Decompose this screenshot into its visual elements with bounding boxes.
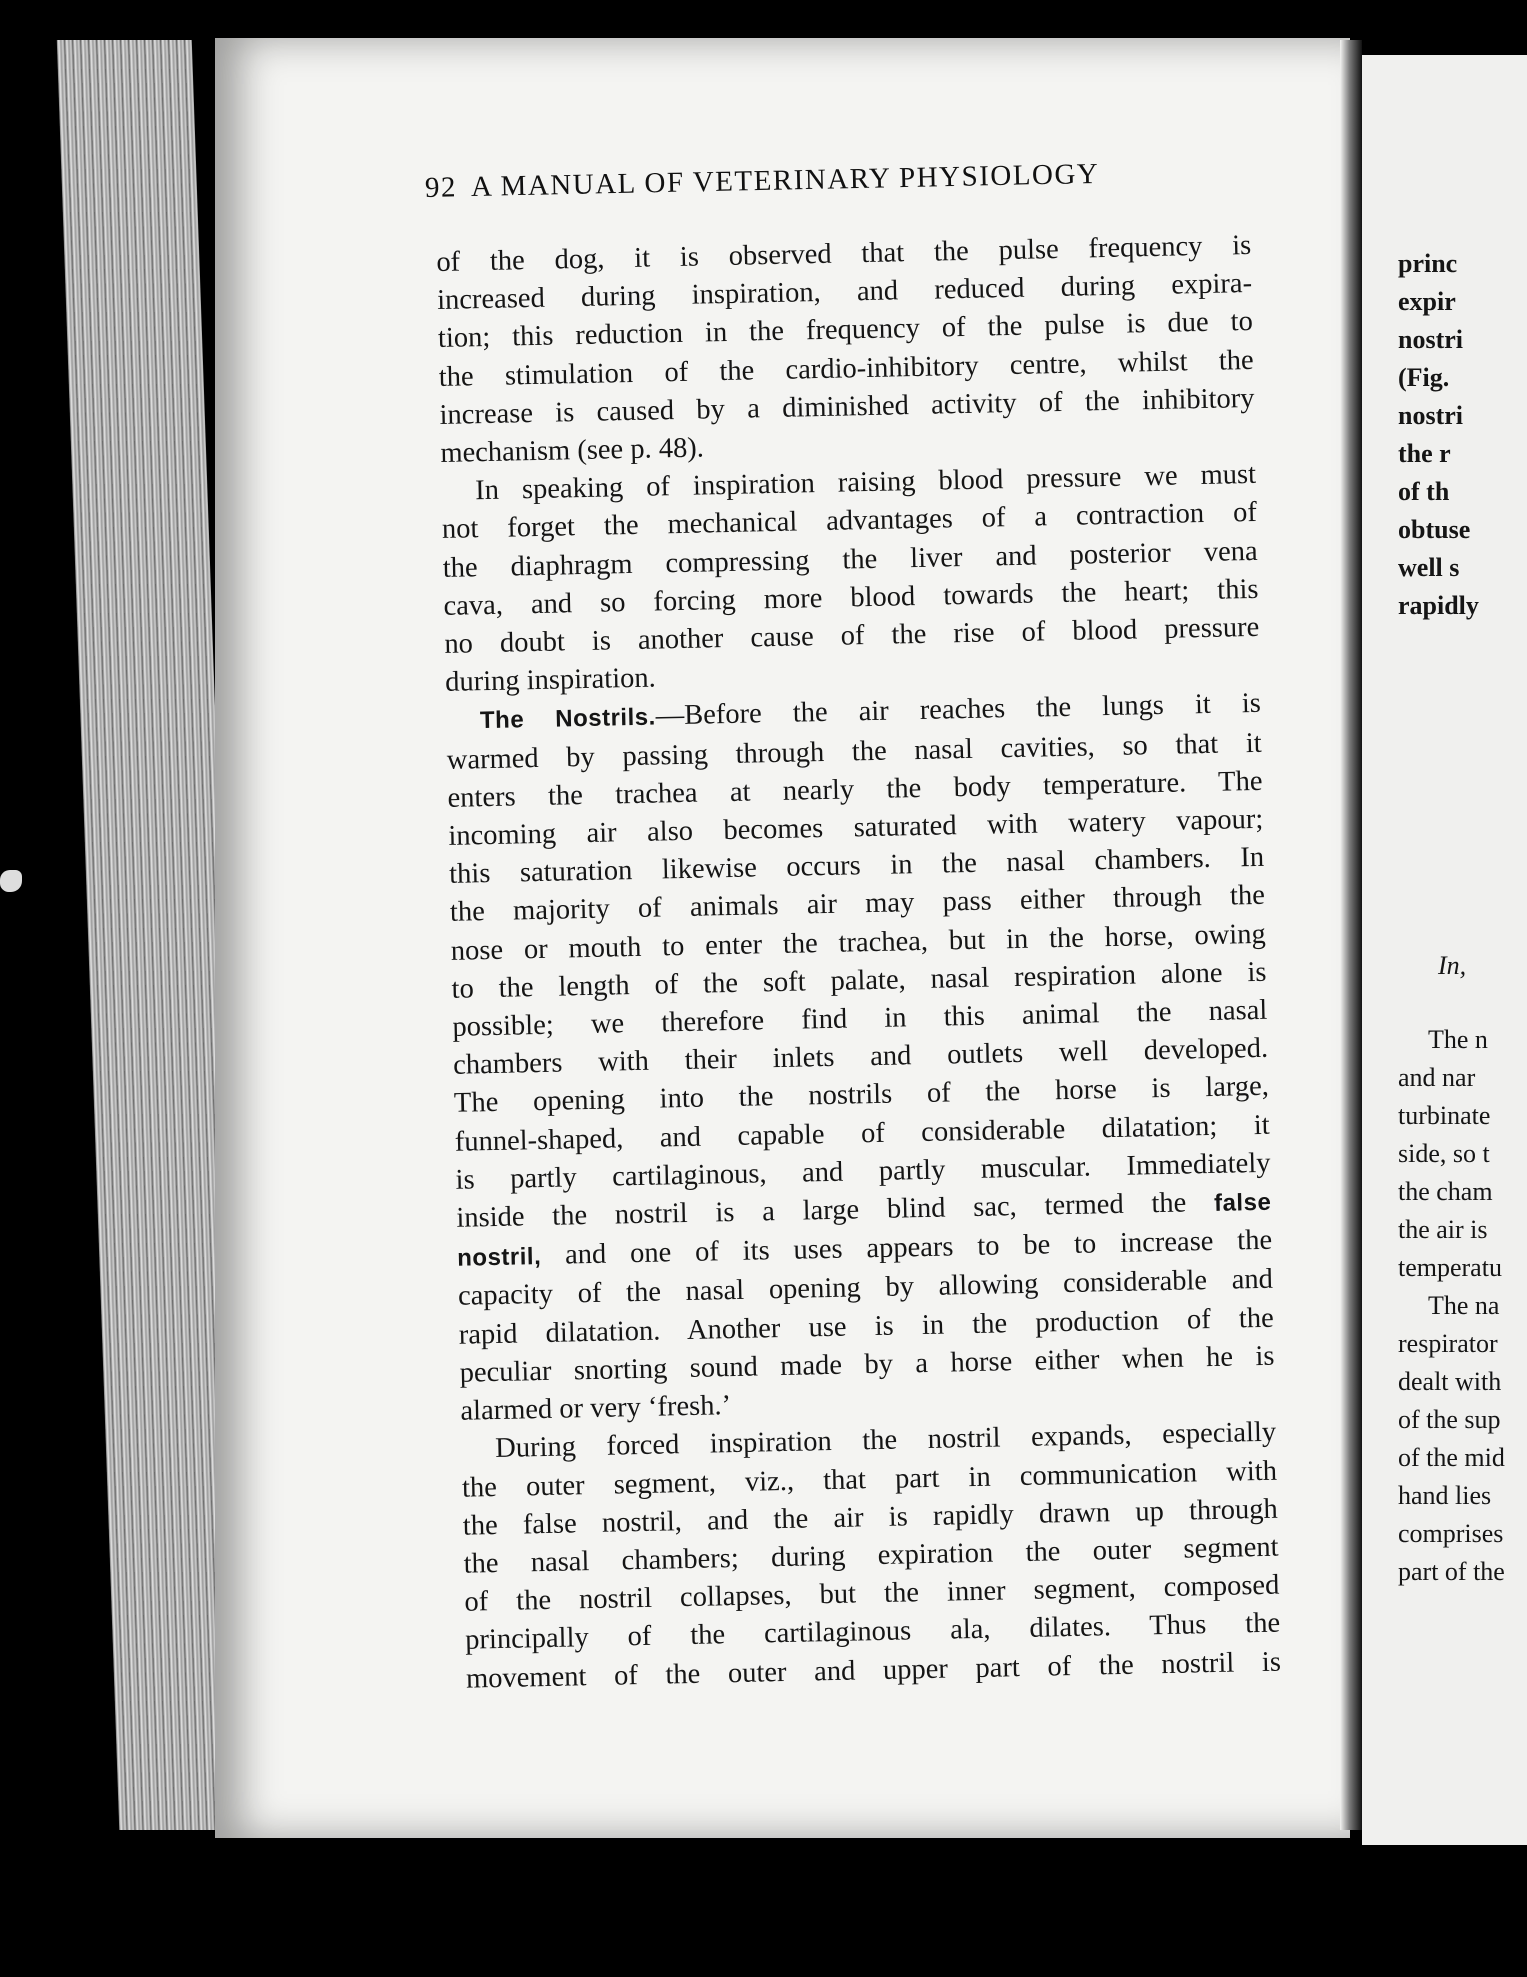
- text-line: of the dog, it is observed that the pulse frequency is: [436, 229, 1252, 278]
- text-line: The opening into the nostrils of the horse is large,: [453, 1071, 1270, 1120]
- right-line: hand lies: [1398, 1481, 1492, 1510]
- right-line: side, so t: [1398, 1139, 1490, 1168]
- text-line: possible; we therefore find in this animal the nasal: [452, 994, 1268, 1043]
- section-heading: The Nostrils.: [479, 703, 657, 735]
- text-line: increase is caused by a diminished activity of the inhibitory: [439, 382, 1255, 431]
- body-text: [436, 227, 1281, 1698]
- text-run: —Before the air reaches the lungs it is: [655, 688, 1262, 732]
- right-line: temperatu: [1398, 1253, 1502, 1282]
- text-line: the nasal chambers; during expiration the outer segment: [463, 1531, 1279, 1580]
- right-line: the r: [1398, 439, 1451, 468]
- text-line: during inspiration.: [444, 662, 657, 699]
- text-line: this saturation likewise occurs in the nasal chambers. In: [448, 842, 1265, 891]
- term-false: false: [1213, 1188, 1272, 1217]
- right-page-column: [1398, 245, 1527, 1591]
- text-line: the outer segment, viz., that part in communication with: [461, 1455, 1278, 1504]
- right-line: part of the: [1398, 1557, 1505, 1586]
- right-line: expir: [1398, 287, 1456, 316]
- text-line: the diaphragm compressing the liver and posterior vena: [442, 535, 1258, 584]
- right-line: turbinate: [1398, 1101, 1491, 1130]
- text-line: nose or mouth to enter the trachea, but in the horse, owing: [450, 918, 1266, 967]
- paragraph: [436, 227, 1256, 473]
- text-line: chambers with their inlets and outlets well developed.: [452, 1033, 1269, 1082]
- term-nostril: nostril,: [456, 1243, 542, 1273]
- right-line: respirator: [1398, 1329, 1498, 1358]
- scan-speck: [0, 870, 22, 892]
- right-line: well s: [1398, 553, 1460, 582]
- right-line: princ: [1398, 249, 1458, 278]
- text-line: alarmed or very ‘fresh.’: [460, 1390, 732, 1427]
- text-line: increased during inspiration, and reduced during expira-: [436, 268, 1253, 317]
- right-line: dealt with: [1398, 1367, 1502, 1396]
- right-line: nostri: [1398, 401, 1463, 430]
- text-line: enters the trachea at nearly the body temperature. The: [447, 765, 1263, 814]
- text-line: peculiar snorting sound made by a horse either when he is: [459, 1340, 1275, 1389]
- right-line: and nar: [1398, 1063, 1476, 1092]
- text-line: the false nostril, and the air is rapidly drawn up through: [462, 1493, 1278, 1542]
- text-line: the stimulation of the cardio-inhibitory centre, whilst the: [438, 344, 1254, 393]
- right-line: The n: [1428, 1025, 1488, 1054]
- text-run: inside the nostril is a large blind sac, termed the: [456, 1187, 1187, 1234]
- text-line: In speaking of inspiration raising blood pressure we must: [474, 459, 1257, 507]
- text-line: incoming air also becomes saturated with watery vapour;: [448, 803, 1264, 852]
- paragraph: [441, 456, 1261, 702]
- figure-caption: In,: [1438, 951, 1467, 980]
- paragraph: [446, 685, 1276, 1431]
- text-line: the majority of animals air may pass either through the: [449, 880, 1266, 929]
- right-line: of the sup: [1398, 1405, 1501, 1434]
- right-line: comprises: [1398, 1519, 1504, 1548]
- text-line: capacity of the nasal opening by allowing considerable and: [457, 1264, 1274, 1313]
- right-line: of th: [1398, 477, 1450, 506]
- right-line: the cham: [1398, 1177, 1493, 1206]
- right-line: rapidly: [1398, 591, 1479, 620]
- text-line: to the length of the soft palate, nasal respiration alone is: [451, 956, 1267, 1005]
- right-line: the air is: [1398, 1215, 1488, 1244]
- text-line: principally of the cartilaginous ala, dilates. Thus the: [464, 1607, 1281, 1657]
- text-line: warmed by passing through the nasal cavities, so that it: [446, 727, 1262, 776]
- text-line: cava, and so forcing more blood towards the heart; this: [443, 573, 1259, 622]
- right-line: The na: [1428, 1291, 1500, 1320]
- text-line: of the nostril collapses, but the inner segment, composed: [464, 1569, 1280, 1618]
- text-run: and one of its uses appears to be to increase the: [564, 1224, 1273, 1271]
- running-title: A MANUAL OF VETERINARY PHYSIOLOGY: [470, 157, 1100, 204]
- right-line: nostri: [1398, 325, 1463, 354]
- right-line: of the mid: [1398, 1443, 1505, 1472]
- right-line: obtuse: [1398, 515, 1471, 544]
- text-line: movement of the outer and upper part of the nostril is: [465, 1646, 1282, 1695]
- book-gutter: [1340, 40, 1362, 1830]
- page-number: 92: [424, 171, 458, 204]
- text-line: During forced inspiration the nostril expands, especially: [494, 1416, 1277, 1465]
- paragraph: [461, 1414, 1281, 1698]
- right-line: (Fig.: [1398, 363, 1450, 392]
- text-line: tion; this reduction in the frequency of the pulse is due to: [437, 306, 1254, 355]
- text-line: not forget the mechanical advantages of a contraction of: [441, 497, 1258, 546]
- text-line: no doubt is another cause of the rise of blood pressure: [444, 611, 1260, 660]
- text-line: mechanism (see p. 48).: [440, 432, 705, 469]
- text-line: rapid dilatation. Another use is in the production of the: [458, 1302, 1274, 1351]
- text-line: funnel-shaped, and capable of considerable dilatation; it: [454, 1109, 1270, 1158]
- text-line: is partly cartilaginous, and partly muscular. Immediately: [455, 1147, 1271, 1196]
